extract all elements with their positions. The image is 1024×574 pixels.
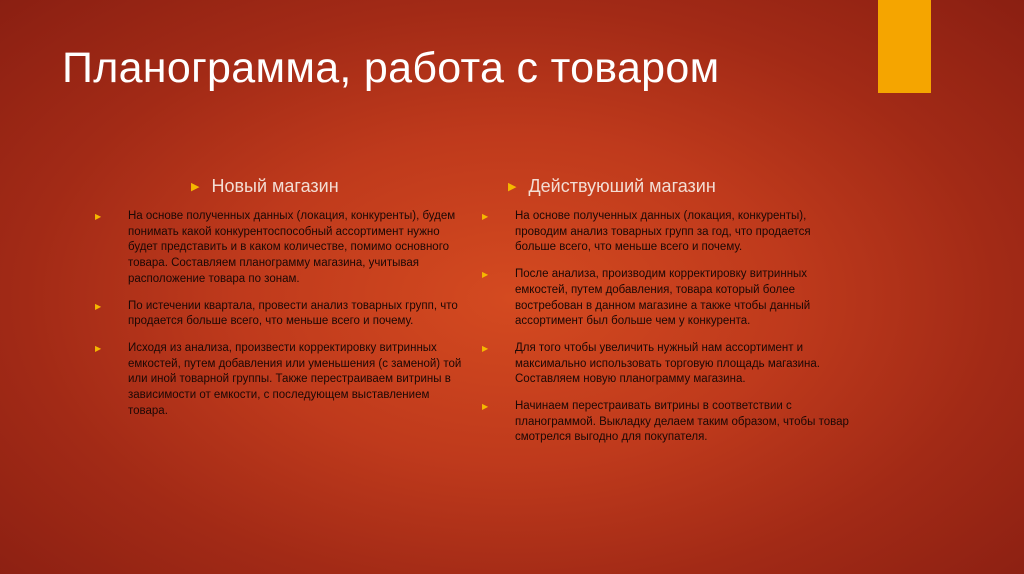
slide-title: Планограмма, работа с товаром [62, 44, 720, 92]
list-item-text: Исходя из анализа, произвести корректировку витринных емкостей, путем добавления или уменьшения (с заменой) той или иной товарной группы. Также перестраиваем витрины в зависимости от емкости, с последующем выставлением товара. [128, 341, 462, 417]
left-heading-text: Новый магазин [211, 176, 339, 196]
right-column [482, 176, 852, 457]
arrow-bullet-icon: ▶ [95, 212, 102, 221]
list-item [482, 267, 852, 330]
right-heading-text: Действуюший магазин [528, 176, 716, 196]
list-item-text: На основе полученных данных (локация, конкуренты), проводим анализ товарных групп за год, что продается больше всего, что меньше всего и почему. [515, 210, 811, 254]
arrow-bullet-icon: ▶ [482, 212, 489, 221]
list-item-text: После анализа, производим корректировку витринных емкостей, путем добавления, товара который более востребован в данном магазине а также чтобы данный ассортимент был больше чем у конкурента. [515, 268, 811, 328]
list-item [482, 341, 852, 388]
right-item-list [482, 209, 852, 446]
list-item-text: Для того чтобы увеличить нужный нам ассортимент и максимально использовать торговую площадь магазина. Составляем новую планограмму магазина. [515, 341, 821, 386]
arrow-bullet-icon: ▶ [95, 343, 102, 353]
left-column-heading [191, 176, 465, 197]
arrow-bullet-icon: ▶ [95, 301, 102, 311]
list-item-text: Начинаем перестраивать витрины в соответствии с планограммой. Выкладку делаем таким образом, чтобы товар смотрелся выгодно для покупателя. [515, 400, 849, 444]
list-item-text: На основе полученных данных (локация, конкуренты), будем понимать какой конкурентоспособный ассортимент нужно будет представить и в каком количестве, помимо основного товара. Составляем планограмму магазина, учитывая расположение товара по зонам. [128, 210, 456, 285]
arrow-bullet-icon: ▶ [482, 402, 489, 412]
arrow-bullet-icon: ▶ [482, 270, 489, 280]
list-item [95, 299, 465, 330]
arrow-bullet-icon: ▶ [191, 181, 200, 193]
arrow-bullet-icon: ▶ [482, 343, 489, 353]
list-item-text: По истечении квартала, провести анализ товарных групп, что продается больше всего, что меньше всего и почему. [128, 299, 458, 328]
left-item-list [95, 209, 465, 419]
list-item [95, 341, 465, 420]
left-column [95, 176, 465, 430]
list-item [482, 209, 852, 256]
list-item [95, 209, 465, 288]
arrow-bullet-icon: ▶ [508, 181, 517, 193]
list-item [482, 399, 852, 446]
right-column-heading [508, 176, 852, 197]
accent-bar [878, 0, 931, 93]
